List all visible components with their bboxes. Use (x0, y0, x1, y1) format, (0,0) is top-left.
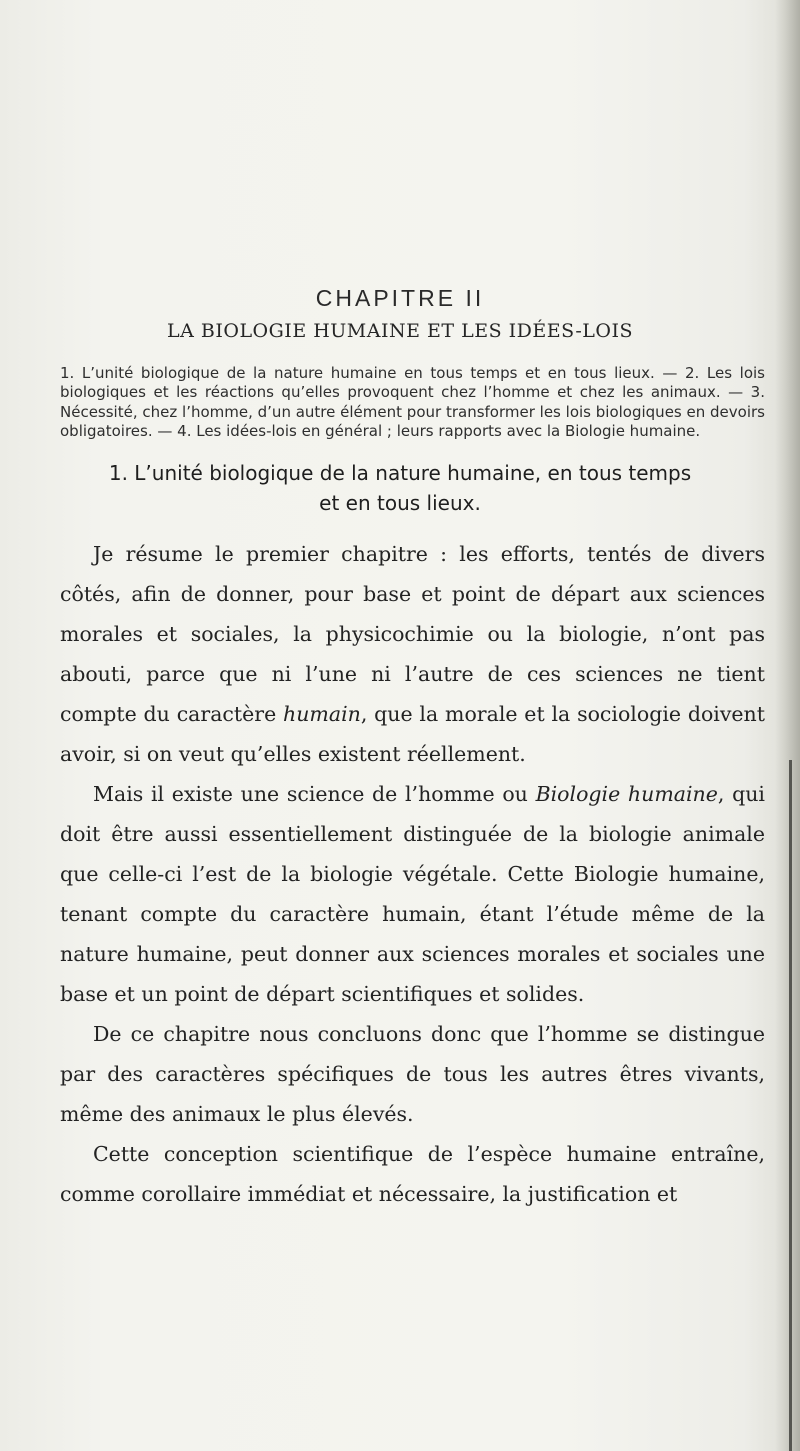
paragraph-text: , qui doit être aussi essentiellement distinguée de la biologie animale que celle-ci l’est de la biologie végétale. Cette Biologie humaine, tenant compte du caractère humain, étant l’étude même de la nature humaine, peut donner aux sciences morales et sociales une base et un point de départ scientifiques et solides. (60, 782, 765, 1006)
section-heading-line-1: 1. L’unité biologique de la nature humaine, en tous temps (108, 461, 692, 485)
paragraph: De ce chapitre nous concluons donc que l’homme se distingue par des caractères spécifiques de tous les autres êtres vivants, même des animaux le plus élevés. (60, 1022, 765, 1126)
chapter-title: LA BIOLOGIE HUMAINE ET LES IDÉES-LOIS (167, 320, 633, 342)
section-heading (0, 458, 800, 518)
emphasis-biologie-humaine: Biologie humaine (535, 782, 718, 806)
paragraph-text: Mais il existe une science de l’homme ou (93, 782, 536, 806)
paragraph (60, 774, 765, 1014)
page-edge-line (789, 760, 792, 1451)
paragraph-text: Je résume le premier chapitre : les efforts, tentés de divers côtés, afin de donner, pour base et point de départ aux sciences morales et sociales, la physicochimie ou la biologie, n’ont pas abouti, parce que ni l’une ni l’autre de ces sciences ne tient compte du caractère (60, 542, 765, 726)
body-text (60, 534, 765, 1214)
chapter-heading: CHAPITRE II (315, 285, 485, 311)
paragraph-text: , que la morale et la sociologie doivent avoir, si on veut qu’elles existent réellement. (60, 702, 765, 766)
page-edge-shadow (775, 0, 800, 1451)
chapter-summary: 1. L’unité biologique de la nature humaine en tous temps et en tous lieux. — 2. Les lois biologiques et les réactions qu’elles provoquent chez l’homme et chez les animaux. — 3. Nécessité, chez l’homme, d’un autre élément pour transformer les lois biologiques en devoirs obligatoires. — 4. Les idées-lois en général ; leurs rapports avec la Biologie humaine. (60, 364, 765, 441)
paragraph (60, 534, 765, 774)
section-heading-line-2: et en tous lieux. (319, 491, 481, 515)
emphasis-humain: humain (283, 702, 361, 726)
paragraph: Cette conception scientifique de l’espèce humaine entraîne, comme corollaire immédiat et nécessaire, la justification et (60, 1142, 765, 1206)
